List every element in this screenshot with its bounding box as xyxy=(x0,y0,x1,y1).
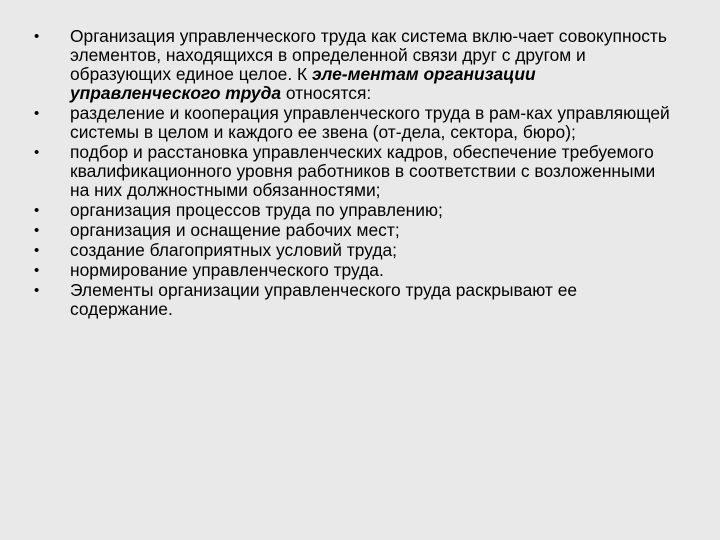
bullet-icon: • xyxy=(34,222,40,239)
item-text: Организация управленческого труда как система вклю-чает совокупность элементов, находящихся в определенной связи друг с другом и образующих единое целое. К xyxy=(70,26,667,84)
bullet-icon: • xyxy=(34,28,40,45)
list-item xyxy=(34,143,674,200)
item-text: Элементы организации управленческого труда раскрывают ее содержание. xyxy=(70,280,578,319)
item-text: создание благоприятных условий труда; xyxy=(70,240,397,260)
list-item xyxy=(34,104,674,142)
bullet-list xyxy=(34,27,674,320)
item-text: разделение и кооперация управленческого труда в рам-ках управляющей системы в целом и каждого ее звена (от-дела, сектора, бюро); xyxy=(70,103,670,142)
emphasized-text: эле-ментам организации управленческого труда xyxy=(70,64,536,103)
item-text: подбор и расстановка управленческих кадров, обеспечение требуемого квалификационного уровня работников в соответствии с возложенными на них должностными обязанностями; xyxy=(70,142,656,200)
item-text: нормирование управленческого труда. xyxy=(70,260,384,280)
bullet-icon: • xyxy=(34,105,40,122)
list-item xyxy=(34,201,674,220)
bullet-icon: • xyxy=(34,242,40,259)
list-item xyxy=(34,281,674,319)
list-item xyxy=(34,221,674,240)
list-item xyxy=(34,241,674,260)
list-item xyxy=(34,261,674,280)
item-text: относятся: xyxy=(281,83,372,103)
bullet-icon: • xyxy=(34,202,40,219)
bullet-icon: • xyxy=(34,282,40,299)
item-text: организация и оснащение рабочих мест; xyxy=(70,220,400,240)
item-text: организация процессов труда по управлению; xyxy=(70,200,443,220)
bullet-icon: • xyxy=(34,144,40,161)
bullet-icon: • xyxy=(34,262,40,279)
list-item xyxy=(34,27,674,103)
